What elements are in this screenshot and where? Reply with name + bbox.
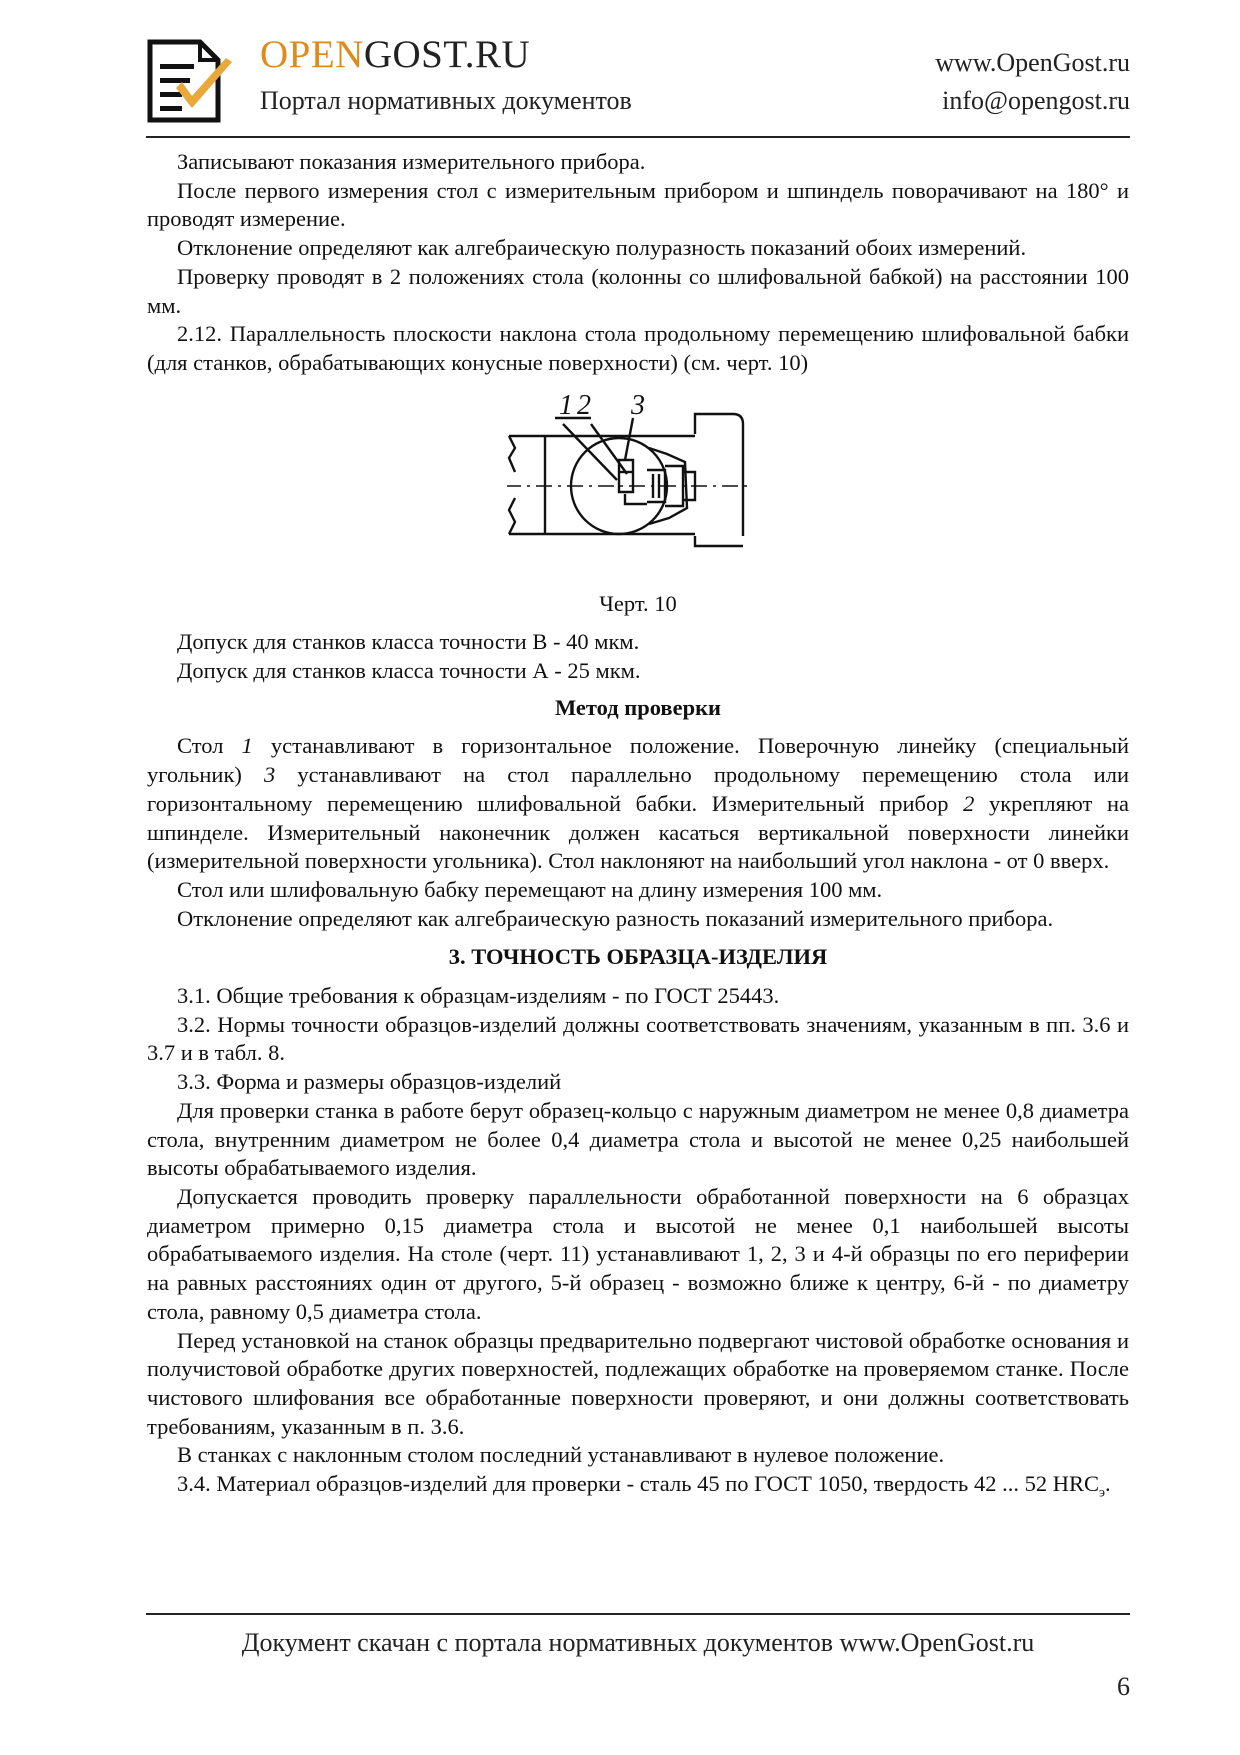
figure-label-3: 3 <box>631 389 645 421</box>
technical-drawing <box>507 388 767 578</box>
section-heading: 3. ТОЧНОСТЬ ОБРАЗЦА-ИЗДЕЛИЯ <box>448 944 828 970</box>
text-run: устанавливают в горизонтальное положение. Поверочную линейку (специальный угольник) <box>147 733 1129 788</box>
paragraph: 3.3. Форма и размеры образцов-изделий <box>177 1069 562 1095</box>
paragraph: Перед установкой на станок образцы предварительно подвергают чистовой обработке основания и получистовой обработке других поверхностей, подлежащих обработке на проверяемом станке. После чистового шлифования все обработанные поверхности проверяют, и они должны соответствовать требованиям, указанным в п. 3.6. <box>147 1327 1129 1439</box>
figure-caption: Черт. 10 <box>599 590 677 616</box>
figure-10 <box>147 388 1129 578</box>
paragraph: Отклонение определяют как алгебраическую полуразность показаний обоих измерений. <box>177 235 1027 261</box>
site-link[interactable]: www.OpenGost.ru <box>935 48 1130 77</box>
paragraph: Отклонение определяют как алгебраическую разность показаний измерительного прибора. <box>177 905 1054 931</box>
paragraph: 3.1. Общие требования к образцам-изделиям - по ГОСТ 25443. <box>177 983 780 1009</box>
figure-label-2: 2 <box>577 389 591 421</box>
text-run: устанавливают на стол параллельно продольному перемещению стола или горизонтальному перемещению шлифовальной бабки. Измерительный прибор <box>147 762 1129 816</box>
brand-rest: GOST.RU <box>363 33 531 76</box>
paragraph: 3.2. Нормы точности образцов-изделий должны соответствовать значениям, указанным в пп. 3.6 и 3.7 и в табл. 8. <box>147 1011 1129 1066</box>
footer-text: Документ скачан с портала нормативных документов www.OpenGost.ru <box>241 1628 1035 1657</box>
brand-name <box>260 32 530 78</box>
footer-divider <box>146 1613 1130 1615</box>
brand-tagline: Портал нормативных документов <box>260 86 632 115</box>
document-check-icon <box>146 38 236 124</box>
method-heading: Метод проверки <box>554 694 722 720</box>
document-body <box>147 148 1129 1508</box>
paragraph: Допуск для станков класса точности В - 40 мкм. <box>177 629 640 655</box>
paragraph: После первого измерения стол с измерительным прибором и шпиндель поворачивают на 180° и проводят измерение. <box>147 177 1129 232</box>
email-link[interactable]: info@opengost.ru <box>942 86 1130 115</box>
text-run: 3.4. Материал образцов-изделий для проверки - сталь 45 по ГОСТ 1050, твердость 42 ... 52 HRC <box>177 1471 1099 1497</box>
paragraph <box>147 732 1129 876</box>
paragraph: Стол или шлифовальную бабку перемещают на длину измерения 100 мм. <box>177 876 883 902</box>
text-run: укрепляют на шпинделе. Измерительный наконечник должен касаться вертикальной поверхности линейки (измерительной поверхности угольника). Стол наклоняют на наибольший угол наклона - от 0 вверх. <box>147 790 1129 874</box>
paragraph: В станках с наклонным столом последний устанавливают в нулевое положение. <box>177 1442 945 1468</box>
text-run: Стол <box>177 733 242 759</box>
paragraph: Допуск для станков класса точности А - 25 мкм. <box>177 658 641 684</box>
paragraph: Для проверки станка в работе берут образец-кольцо с наружным диаметром не менее 0,8 диаметра стола, внутренним диаметром не более 0,4 диаметра стола и высотой не менее 0,25 наибольшей высоты обрабатываемого изделия. <box>147 1097 1129 1181</box>
page-number: 6 <box>1117 1672 1130 1701</box>
ref-number: 2 <box>963 790 975 816</box>
subscript: э <box>1098 1485 1105 1501</box>
brand-open: OPEN <box>260 33 364 76</box>
ref-number: 1 <box>241 733 253 759</box>
paragraph <box>147 1470 1129 1508</box>
ref-number: 3 <box>263 762 276 788</box>
paragraph: Допускается проводить проверку параллельности обработанной поверхности на 6 образцах диаметром примерно 0,15 диаметра стола и высотой не менее 0,1 наибольшей высоты обрабатываемого изделия. На столе (черт. 11) устанавливают 1, 2, 3 и 4-й образцы по его периферии на равных расстояниях один от другого, 5-й образец - возможно ближе к центру, 6-й - по диаметру стола, равному 0,5 диаметра стола. <box>147 1183 1129 1324</box>
figure-label-1: 1 <box>559 389 573 421</box>
paragraph: Проверку проводят в 2 положениях стола (колонны со шлифовальной бабкой) на расстоянии 100 мм. <box>147 263 1129 318</box>
paragraph: Записывают показания измерительного прибора. <box>177 149 646 174</box>
page-header <box>146 30 1130 130</box>
header-divider <box>146 136 1130 138</box>
paragraph: 2.12. Параллельность плоскости наклона стола продольному перемещению шлифовальной бабки (для станков, обрабатывающих конусные поверхности) (см. черт. 10) <box>147 321 1129 375</box>
text-run: . <box>1104 1471 1111 1497</box>
